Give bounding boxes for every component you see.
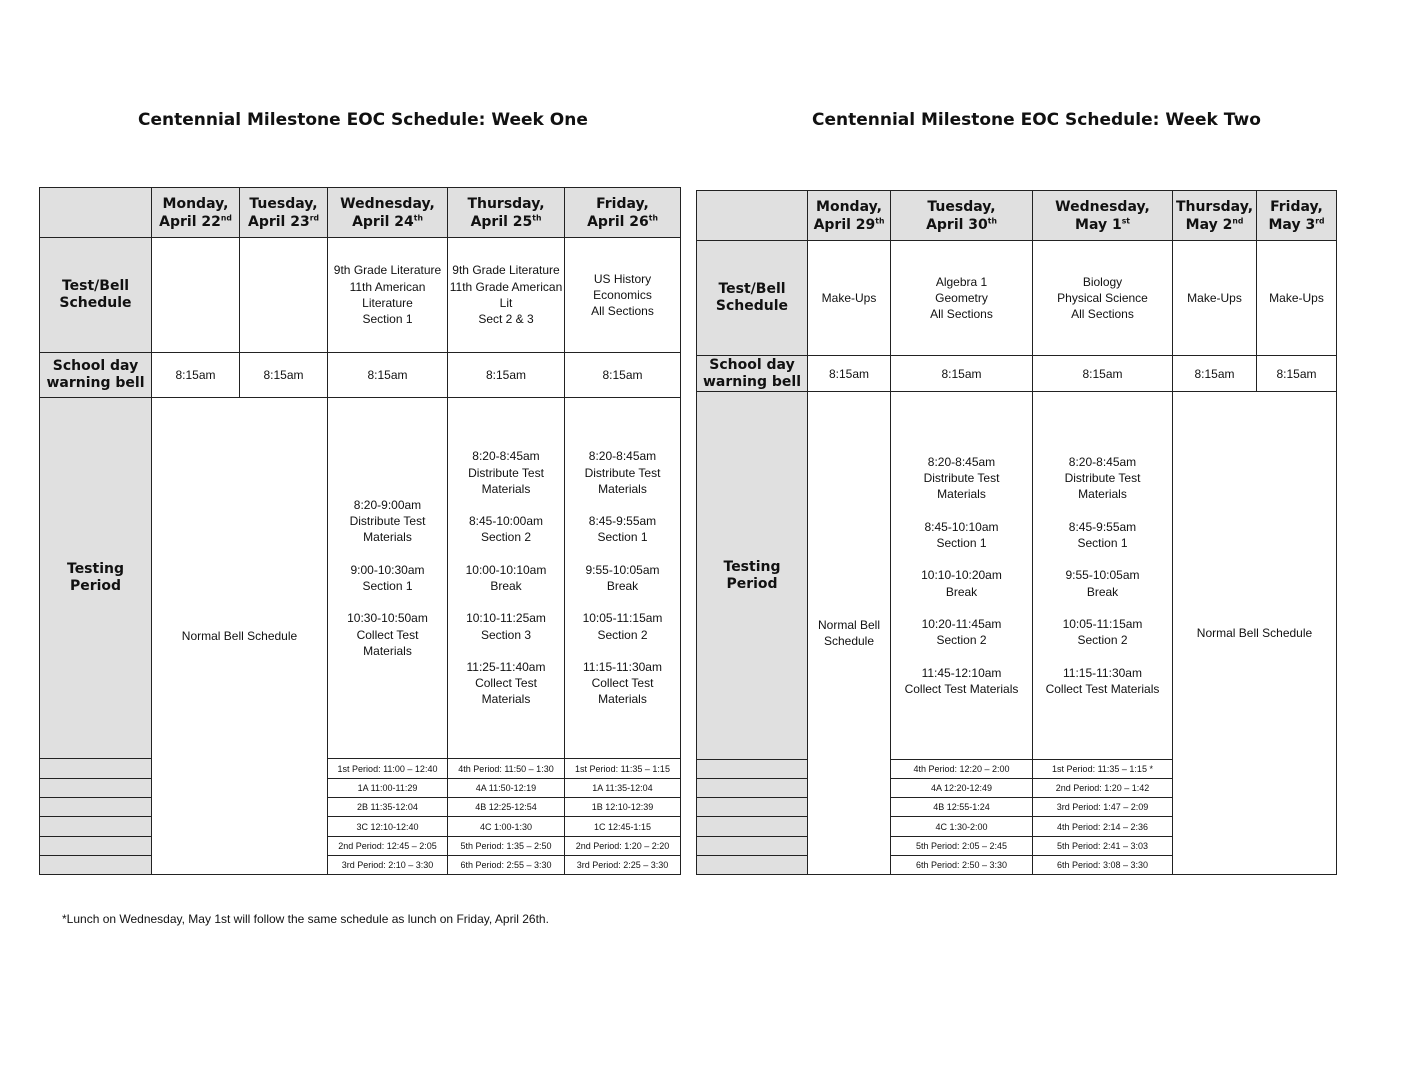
lunch-cell: 1st Period: 11:35 – 1:15 (565, 759, 681, 779)
testing-activity: Section 1 (597, 530, 648, 545)
testing-time: 10:00-10:10am (465, 562, 547, 577)
testing-time: 8:45-10:00am (468, 514, 544, 529)
day-date: April 29th (813, 215, 885, 233)
lunch-cell: 4th Period: 12:20 – 2:00 (891, 760, 1033, 779)
day-date: April 25th (470, 212, 542, 230)
testing-activity: Distribute Test (349, 514, 426, 529)
testing-activity: Materials (1078, 487, 1127, 502)
testing-time: 10:10-11:25am (466, 611, 546, 626)
testing-activity: Section 1 (936, 536, 987, 551)
testing-time: 9:00-10:30am (350, 562, 425, 577)
lunch-cell: 4A 12:20-12:49 (891, 779, 1033, 798)
block-gap (448, 594, 564, 610)
testing-cell (1033, 392, 1173, 760)
test-line: All Sections (930, 307, 993, 322)
row-label-filler (40, 798, 152, 817)
test-line: 9th Grade Literature (333, 263, 442, 278)
block-gap (891, 503, 1032, 519)
testing-time: 8:20-8:45am (472, 449, 540, 464)
testing-block (891, 616, 1032, 649)
testing-activity: Break (490, 579, 522, 593)
row-label-filler (40, 817, 152, 837)
test-cell (152, 238, 240, 353)
day-name: Monday, (816, 198, 882, 215)
test-line: Section 1 (362, 312, 413, 327)
block-gap (891, 551, 1032, 567)
testing-block (1033, 665, 1172, 698)
block-gap (1033, 649, 1172, 665)
day-name: Wednesday, (340, 195, 435, 212)
day-header (808, 191, 891, 241)
testing-time: 10:30-10:50am (347, 611, 428, 626)
lunch-cell: 1B 12:10-12:39 (565, 798, 681, 817)
testing-activity: Section 2 (1077, 633, 1128, 648)
lunch-cell: 1A 11:00-11:29 (328, 779, 448, 798)
test-line: Make-Ups (1269, 290, 1324, 305)
testing-block (448, 610, 564, 643)
row-label-filler (40, 759, 152, 779)
week-two-title: Centennial Milestone EOC Schedule: Week Two (812, 110, 1261, 130)
row-label-filler (697, 798, 808, 817)
testing-block (1033, 454, 1172, 503)
testing-activity: Materials (363, 643, 412, 658)
testing-row (697, 392, 1337, 760)
lunch-cell: 1st Period: 11:00 – 12:40 (328, 759, 448, 779)
date-suffix: st (1121, 215, 1130, 225)
row-label-filler (697, 760, 808, 779)
testing-block (328, 610, 447, 659)
testing-time: 8:45-9:55am (1068, 519, 1137, 534)
test-line: All Sections (1071, 307, 1134, 322)
lunch-row (40, 837, 681, 856)
row-label-filler (697, 779, 808, 798)
test-cell (448, 238, 565, 353)
lunch-cell: 4B 12:55-1:24 (891, 798, 1033, 817)
testing-block (891, 519, 1032, 552)
test-line: 9th Grade Literature (452, 263, 560, 278)
day-name: Friday, (596, 195, 649, 212)
day-date: May 3rd (1268, 215, 1325, 233)
day-name: Thursday, (467, 195, 545, 212)
testing-block (1033, 616, 1172, 649)
testing-time: 11:45-12:10am (921, 665, 1002, 680)
test-line: Physical Science (1057, 290, 1148, 305)
lunch-cell: 1A 11:35-12:04 (565, 779, 681, 798)
lunch-footnote: *Lunch on Wednesday, May 1st will follow the same schedule as lunch on Friday, April 26th. (62, 912, 549, 926)
lunch-row (40, 759, 681, 779)
bell-cell: 8:15am (565, 353, 681, 398)
date-suffix: th (648, 212, 658, 222)
lunch-cell: 2nd Period: 12:45 – 2:05 (328, 837, 448, 856)
lunch-cell: 2B 11:35-12:04 (328, 798, 448, 817)
block-gap (448, 546, 564, 562)
lunch-cell: 5th Period: 1:35 – 2:50 (448, 837, 565, 856)
test-cell (891, 241, 1033, 356)
test-line: Make-Ups (821, 290, 877, 305)
row-label-filler (40, 837, 152, 856)
lunch-row (40, 817, 681, 837)
day-name: Wednesday, (1055, 198, 1150, 215)
testing-block (1033, 519, 1172, 552)
date-suffix: nd (220, 212, 232, 222)
lunch-cell: 4th Period: 11:50 – 1:30 (448, 759, 565, 779)
date-suffix: rd (309, 212, 319, 222)
testing-cell (565, 398, 681, 759)
testing-row (40, 398, 681, 759)
testing-block (448, 513, 564, 546)
header-row (40, 188, 681, 238)
test-cell (240, 238, 328, 353)
day-date: May 1st (1075, 215, 1130, 233)
testing-activity: Section 2 (480, 530, 532, 545)
row-label-filler (40, 856, 152, 875)
row-label-testing: Testing Period (697, 392, 808, 760)
test-line: All Sections (591, 304, 654, 319)
day-header (448, 188, 565, 238)
testing-cell (328, 398, 448, 759)
day-name: Tuesday, (249, 195, 318, 212)
block-gap (448, 643, 564, 659)
testing-activity: Collect Test Materials (904, 681, 1019, 696)
testing-time: 8:20-9:00am (353, 497, 422, 512)
test-line: 11th Grade American Lit (449, 279, 563, 310)
day-name: Monday, (162, 195, 229, 212)
week-one-schedule-table (39, 187, 681, 875)
block-gap (565, 546, 680, 562)
testing-block (565, 513, 680, 546)
testing-block (891, 567, 1032, 600)
testing-activity: Break (1086, 584, 1119, 599)
lunch-cell: 6th Period: 2:55 – 3:30 (448, 856, 565, 875)
day-date: May 2nd (1185, 215, 1244, 233)
lunch-cell: 4B 12:25-12:54 (448, 798, 565, 817)
day-date: April 26th (587, 212, 658, 230)
bell-cell: 8:15am (1033, 356, 1173, 392)
test-line: 11th American Literature (349, 279, 426, 310)
testing-activity: Section 1 (362, 579, 413, 593)
testing-activity: Break (945, 584, 978, 599)
testing-cell (448, 398, 565, 759)
bell-cell: 8:15am (1173, 356, 1257, 392)
testing-activity: Distribute Test (1064, 471, 1141, 486)
test-cell (1173, 241, 1257, 356)
lunch-cell: 4th Period: 2:14 – 2:36 (1033, 817, 1173, 837)
testing-activity: Section 2 (597, 627, 648, 642)
lunch-cell: 6th Period: 2:50 – 3:30 (891, 856, 1033, 875)
lunch-cell: 1st Period: 11:35 – 1:15 * (1033, 760, 1173, 779)
testing-activity: Collect Test (591, 676, 654, 691)
test-line: Sect 2 & 3 (478, 312, 534, 327)
testing-time: 8:45-10:10am (924, 519, 999, 534)
date-suffix: th (413, 212, 423, 222)
lunch-cell: 3C 12:10-12:40 (328, 817, 448, 837)
testing-block (565, 448, 680, 497)
lunch-cell: 3rd Period: 2:25 – 3:30 (565, 856, 681, 875)
lunch-cell: 3rd Period: 1:47 – 2:09 (1033, 798, 1173, 817)
week-two-schedule-table (696, 190, 1337, 875)
row-label-bell: School day warning bell (697, 356, 808, 392)
day-header (1173, 191, 1257, 241)
lunch-row (40, 856, 681, 875)
date-suffix: nd (1232, 215, 1244, 225)
day-header (1033, 191, 1173, 241)
corner-cell (697, 191, 808, 241)
day-header (1257, 191, 1337, 241)
lunch-cell: 5th Period: 2:41 – 3:03 (1033, 837, 1173, 856)
test-line: Economics (593, 287, 652, 302)
testing-block (328, 562, 447, 595)
bell-cell: 8:15am (328, 353, 448, 398)
block-gap (1033, 551, 1172, 567)
test-line: Biology (1082, 274, 1123, 289)
day-header (565, 188, 681, 238)
warning-bell-row (697, 356, 1337, 392)
bell-cell: 8:15am (891, 356, 1033, 392)
testing-block (891, 665, 1032, 698)
testing-block (448, 448, 564, 497)
testing-activity: Break (606, 579, 639, 593)
testing-time: 8:20-8:45am (588, 449, 657, 464)
test-row (40, 238, 681, 353)
testing-time: 11:15-11:30am (583, 659, 662, 674)
testing-time: 9:55-10:05am (1065, 568, 1140, 583)
testing-block (565, 610, 680, 643)
monday-normal-bell-cell: Normal Bell Schedule (808, 392, 891, 875)
testing-time: 10:05-11:15am (1062, 616, 1143, 631)
lunch-row (40, 779, 681, 798)
block-gap (1033, 600, 1172, 616)
test-cell (808, 241, 891, 356)
test-cell (1033, 241, 1173, 356)
testing-time: 11:25-11:40am (466, 659, 546, 674)
lunch-row (40, 798, 681, 817)
block-gap (328, 594, 447, 610)
lunch-cell: 2nd Period: 1:20 – 2:20 (565, 837, 681, 856)
row-label-test: Test/Bell Schedule (40, 238, 152, 353)
testing-block (1033, 567, 1172, 600)
day-header (891, 191, 1033, 241)
row-label-filler (697, 837, 808, 856)
lunch-cell: 3rd Period: 2:10 – 3:30 (328, 856, 448, 875)
test-row (697, 241, 1337, 356)
row-label-test: Test/Bell Schedule (697, 241, 808, 356)
testing-activity: Section 3 (480, 627, 532, 642)
header-row (697, 191, 1337, 241)
block-gap (328, 546, 447, 562)
testing-activity: Materials (937, 487, 986, 502)
test-cell (328, 238, 448, 353)
testing-activity: Materials (598, 692, 647, 707)
week-one-title: Centennial Milestone EOC Schedule: Week One (138, 110, 588, 130)
thu-fri-normal-bell-cell: Normal Bell Schedule (1173, 392, 1337, 875)
date-suffix: rd (1315, 215, 1325, 225)
day-name: Friday, (1270, 198, 1323, 215)
bell-cell: 8:15am (808, 356, 891, 392)
day-header (152, 188, 240, 238)
testing-activity: Distribute Test (584, 465, 661, 480)
bell-cell: 8:15am (448, 353, 565, 398)
testing-time: 10:05-11:15am (582, 611, 663, 626)
block-gap (565, 594, 680, 610)
test-cell (1257, 241, 1337, 356)
testing-activity: Collect Test Materials (1045, 681, 1160, 696)
testing-block (328, 497, 447, 546)
day-date: April 30th (926, 215, 997, 233)
test-cell (565, 238, 681, 353)
testing-block (891, 454, 1032, 503)
block-gap (565, 497, 680, 513)
date-suffix: th (532, 212, 542, 222)
lunch-cell: 6th Period: 3:08 – 3:30 (1033, 856, 1173, 875)
testing-time: 8:20-8:45am (927, 454, 996, 469)
test-line: Make-Ups (1187, 290, 1242, 305)
lunch-cell: 1C 12:45-1:15 (565, 817, 681, 837)
testing-block (448, 659, 564, 708)
bell-cell: 8:15am (240, 353, 328, 398)
row-label-bell: School day warning bell (40, 353, 152, 398)
testing-activity: Materials (598, 481, 647, 496)
bell-cell: 8:15am (1257, 356, 1337, 392)
day-name: Tuesday, (927, 198, 996, 215)
date-suffix: th (987, 215, 997, 225)
bell-cell: 8:15am (152, 353, 240, 398)
testing-activity: Collect Test (356, 627, 419, 642)
testing-time: 10:10-10:20am (921, 568, 1002, 583)
testing-time: 8:45-9:55am (588, 514, 657, 529)
day-date: April 22nd (159, 212, 232, 230)
testing-activity: Materials (481, 481, 531, 496)
corner-cell (40, 188, 152, 238)
lunch-cell: 4C 1:30-2:00 (891, 817, 1033, 837)
testing-cell (891, 392, 1033, 760)
testing-activity: Section 2 (936, 633, 987, 648)
day-date: April 24th (352, 212, 423, 230)
testing-activity: Collect Test (475, 676, 537, 691)
testing-activity: Distribute Test (468, 465, 544, 480)
lunch-cell: 4C 1:00-1:30 (448, 817, 565, 837)
testing-activity: Materials (481, 692, 531, 707)
lunch-cell: 5th Period: 2:05 – 2:45 (891, 837, 1033, 856)
testing-activity: Section 1 (1077, 536, 1128, 551)
test-line: Geometry (935, 290, 988, 305)
testing-time: 11:15-11:30am (1063, 665, 1142, 680)
testing-time: 8:20-8:45am (1068, 454, 1137, 469)
testing-time: 10:20-11:45am (921, 616, 1002, 631)
date-suffix: th (875, 215, 885, 225)
block-gap (565, 643, 680, 659)
block-gap (891, 600, 1032, 616)
day-header (328, 188, 448, 238)
lunch-cell: 4A 11:50-12:19 (448, 779, 565, 798)
testing-time: 9:55-10:05am (585, 562, 660, 577)
row-label-testing: Testing Period (40, 398, 152, 759)
row-label-filler (697, 817, 808, 837)
block-gap (891, 649, 1032, 665)
test-line: US History (593, 271, 652, 286)
warning-bell-row (40, 353, 681, 398)
test-line: Algebra 1 (935, 274, 988, 289)
lunch-cell: 2nd Period: 1:20 – 1:42 (1033, 779, 1173, 798)
block-gap (448, 497, 564, 513)
normal-bell-schedule-cell: Normal Bell Schedule (152, 398, 328, 875)
testing-activity: Distribute Test (923, 471, 1000, 486)
row-label-filler (697, 856, 808, 875)
day-name: Thursday, (1175, 198, 1254, 215)
testing-activity: Materials (363, 530, 412, 545)
row-label-filler (40, 779, 152, 798)
testing-block (565, 562, 680, 595)
day-date: April 23rd (247, 212, 319, 230)
testing-block (565, 659, 680, 708)
testing-block (448, 562, 564, 595)
block-gap (1033, 503, 1172, 519)
day-header (240, 188, 328, 238)
